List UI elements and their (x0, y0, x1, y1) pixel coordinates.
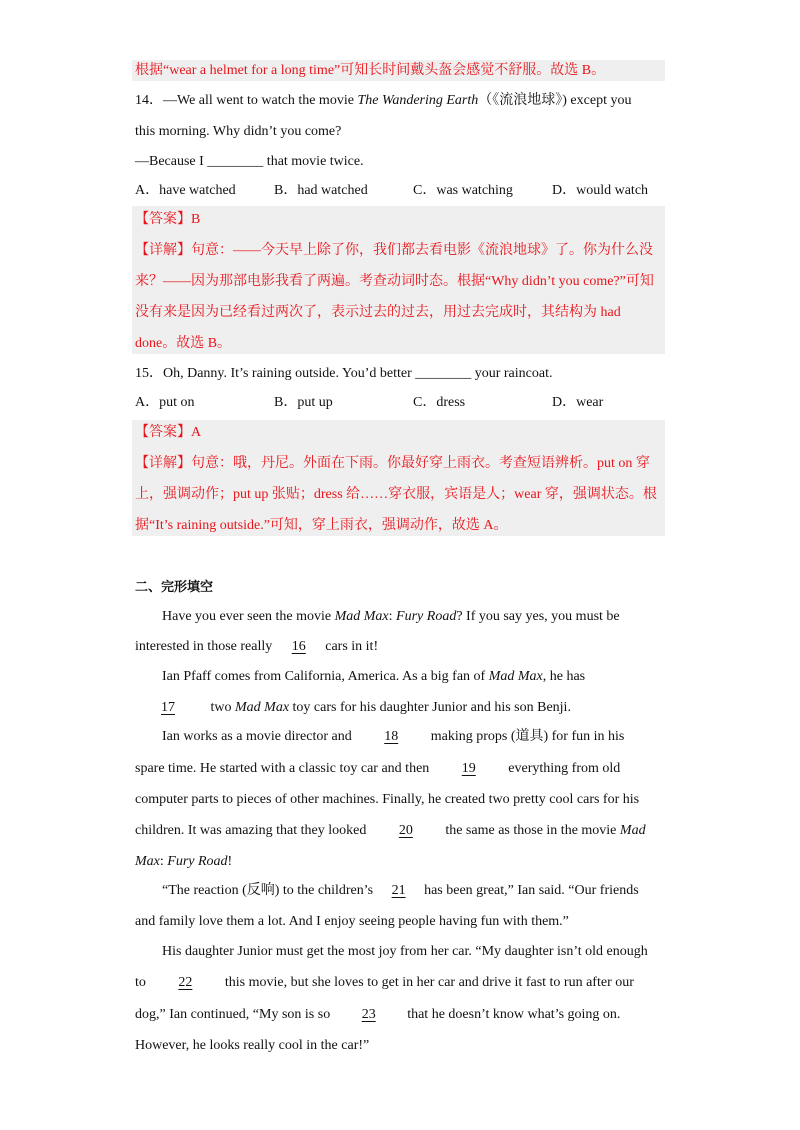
q14-option-b: B．had watched (274, 183, 368, 198)
movie-title: Mad (619, 823, 646, 838)
q15-answer: 【答案】A (135, 425, 202, 440)
blank-19: 19 (461, 761, 476, 776)
q14-stem: 14．—We all went to watch the movie The Wandering Earth（《流浪地球》) except you (135, 93, 632, 108)
prev-detail-text: 根据“wear a helmet for a long time”可知长时间戴头盔会感觉不舒服。故选 B。 (135, 63, 606, 78)
movie-title: Mad Max (488, 669, 543, 684)
q14-detail-line: done。故选 B。 (135, 336, 232, 351)
blank-20: 20 (398, 823, 413, 838)
blank-16: 16 (291, 639, 306, 654)
passage-line: However, he looks really cool in the car!” (135, 1038, 370, 1053)
blank-22: 22 (178, 975, 193, 990)
passage-line: Ian Pfaff comes from California, America. As a big fan of Mad Max, he has (162, 669, 586, 684)
q14-option-d: D．would watch (552, 183, 649, 198)
q14-option-c: C．was watching (413, 183, 513, 198)
q14-answer: 【答案】B (135, 212, 201, 227)
passage-line: interested in those really 16 cars in it! (135, 637, 378, 657)
q14-option-a: A．have watched (135, 183, 236, 198)
passage-line: His daughter Junior must get the most joy from her car. “My daughter isn’t old enough (162, 944, 648, 959)
q14-detail-line: 来？——因为那部电影我看了两遍。考查动词时态。根据“Why didn’t you come?”可知 (135, 274, 654, 289)
movie-title: The Wandering Earth (357, 93, 479, 108)
blank-17: 17 (161, 700, 175, 715)
q15-detail-line: 上，强调动作；put up 张贴；dress 给……穿衣服，宾语是人；wear 穿，强调状态。根 (135, 487, 657, 502)
blank-23: 23 (361, 1007, 376, 1022)
passage-line: “The reaction (反响) to the children’s 21 has been great,” Ian said. “Our friends (162, 881, 639, 901)
q15-option-c: C．dress (413, 395, 466, 410)
q14-detail-line: 【详解】句意：——今天早上除了你，我们都去看电影《流浪地球》了。你为什么没 (135, 243, 653, 258)
movie-title: Mad Max (235, 700, 290, 715)
movie-title: Fury Road (396, 609, 457, 624)
q14-detail-line: 没有来是因为已经看过两次了，表示过去的过去，用过去完成时，其结构为 had (135, 305, 621, 320)
blank-18: 18 (384, 729, 399, 744)
passage-line: Ian works as a movie director and 18 making props (道具) for fun in his (162, 727, 624, 747)
passage-line: children. It was amazing that they looked 20 the same as those in the movie Mad (135, 821, 646, 841)
section-heading: 二、完形填空 (135, 580, 214, 595)
movie-title: Max (135, 854, 160, 869)
q14-number: 14． (135, 93, 163, 108)
blank-21: 21 (391, 883, 406, 898)
passage-line: and family love them a lot. And I enjoy seeing people having fun with them.” (135, 914, 569, 929)
passage-line: to 22 this movie, but she loves to get in her car and drive it fast to run after our (135, 973, 634, 993)
q15-option-a: A．put on (135, 395, 195, 410)
movie-title: Mad Max (334, 609, 389, 624)
passage-line: Have you ever seen the movie Mad Max: Fury Road? If you say yes, you must be (162, 609, 620, 624)
passage-line: Max: Fury Road! (135, 854, 233, 869)
q14-stem-line2: this morning. Why didn’t you come? (135, 124, 342, 139)
passage-line: dog,” Ian continued, “My son is so 23 that he doesn’t know what’s going on. (135, 1005, 620, 1025)
q14-stem-line3: —Because I ________ that movie twice. (135, 154, 364, 169)
passage-line: 17 two Mad Max toy cars for his daughter Junior and his son Benji. (135, 698, 571, 718)
q15-detail-line: 据“It’s raining outside.”可知，穿上雨衣，强调动作，故选 A。 (135, 518, 508, 533)
q15-option-b: B．put up (274, 395, 333, 410)
q15-option-d: D．wear (552, 395, 604, 410)
q15-stem: 15．Oh, Danny. It’s raining outside. You’d better ________ your raincoat. (135, 366, 553, 381)
q15-detail-line: 【详解】句意：哦，丹尼。外面在下雨。你最好穿上雨衣。考查短语辨析。put on 穿 (135, 456, 650, 471)
passage-line: spare time. He started with a classic toy car and then 19 everything from old (135, 759, 620, 779)
movie-title: Fury Road (167, 854, 228, 869)
passage-line: computer parts to pieces of other machines. Finally, he created two pretty cool cars for his (135, 792, 640, 807)
